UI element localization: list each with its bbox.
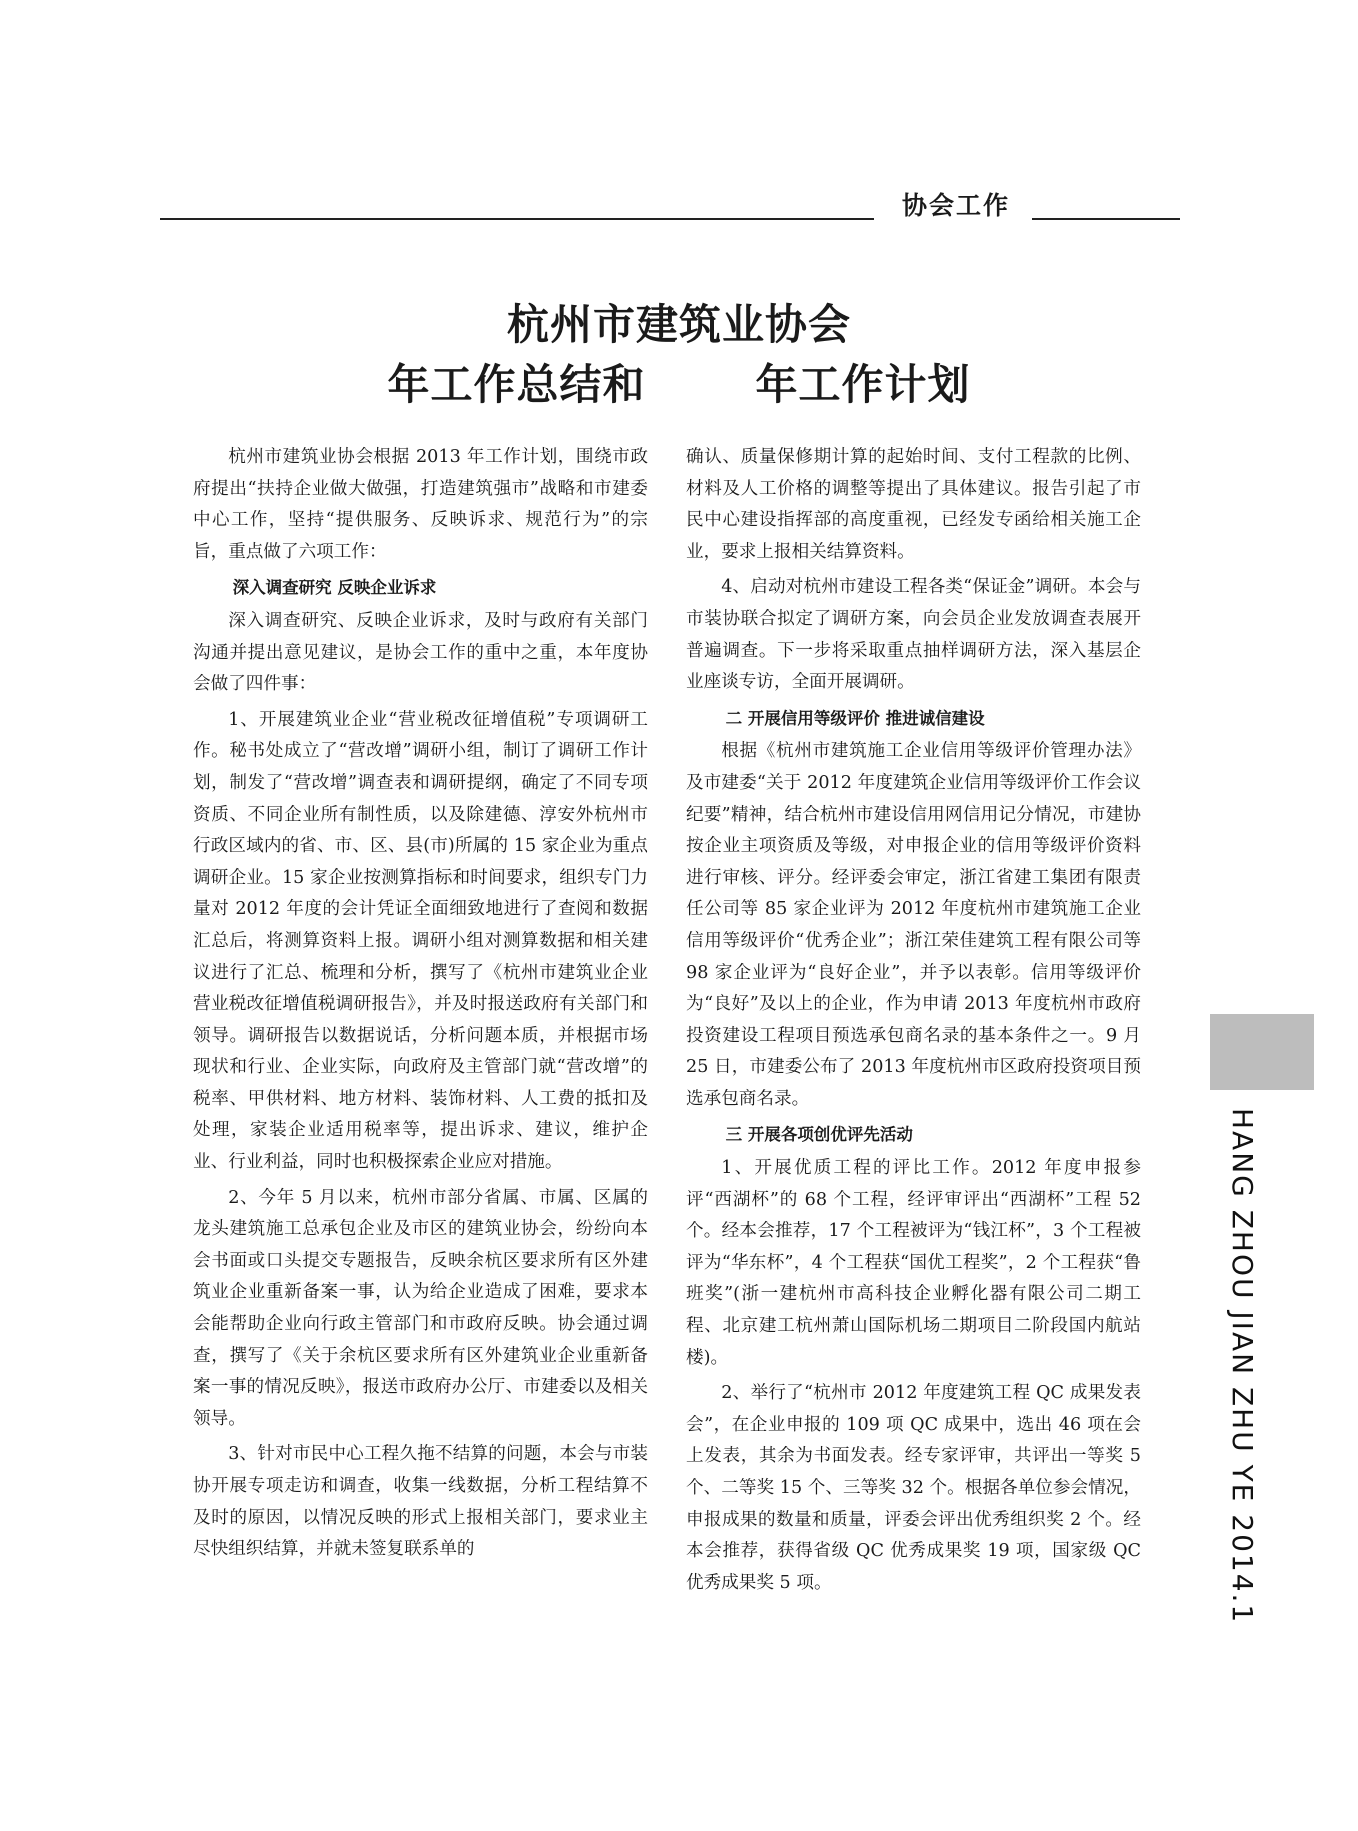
paragraph: 确认、质量保修期计算的起始时间、支付工程款的比例、材料及人工价格的调整等提出了具体建议。报告引起了市民中心建设指挥部的高度重视，已经发专函给相关施工企业，要求上报相关结算资料。	[686, 447, 1141, 562]
paragraph: 1、开展建筑业企业“营业税改征增值税”专项调研工作。秘书处成立了“营改增”调研小组，制订了调研工作计划，制发了“营改增”调查表和调研提纲，确定了不同专项资质、不同企业所有制性质，以及除建德、淳安外杭州市行政区域内的省、市、区、县(市)所属的 15 家企业为重点调研企业。15 家企业按测算指标和时间要求，组织专门力量对 2012 年度的会计凭证全面细致地进行了查阅和数据汇总后，将测算资料上报。调研小组对测算数据和相关建议进行了汇总、梳理和分析，撰写了《杭州市建筑业企业营业税改征增值税调研报告》，并及时报送政府有关部门和领导。调研报告以数据说话，分析问题本质，并根据市场现状和行业、企业实际，向政府及主管部门就“营改增”的税率、甲供材料、地方材料、装饰材料、人工费的抵扣及处理，家装企业适用税率等，提出诉求、建议，维护企业、行业利益，同时也积极探索企业应对措施。	[193, 709, 648, 1173]
title-part-plan: 年工作计划	[755, 360, 971, 409]
paragraph: 1、开展优质工程的评比工作。2012 年度申报参评“西湖杯”的 68 个工程，经评审评出“西湖杯”工程 52 个。经本会推荐，17 个工程被评为“钱江杯”，3 个工程被评为“华东杯”，4 个工程获“国优工程奖”，2 个工程获“鲁班奖”(浙一建杭州市高科技企业孵化器有限公司二期工程、北京建工杭州萧山国际机场二期项目二阶段国内航站楼)。	[686, 1158, 1141, 1368]
section-heading: 三 开展各项创优评先活动	[725, 1125, 913, 1145]
paragraph: 2、今年 5 月以来，杭州市部分省属、市属、区属的龙头建筑施工总承包企业及市区的建筑业协会，纷纷向本会书面或口头提交专题报告，反映余杭区要求所有区外建筑业企业重新备案一事，认为给企业造成了困难，要求本会能帮助企业向行政主管部门和市政府反映。协会通过调查，撰写了《关于余杭区要求所有区外建筑业企业重新备案一事的情况反映》，报送市政府办公厅、市建委以及相关领导。	[193, 1187, 648, 1429]
header-rule-right	[1032, 218, 1180, 220]
paragraph: 2、举行了“杭州市 2012 年度建筑工程 QC 成果发表会”，在企业申报的 109 项 QC 成果中，选出 46 项在会上发表，其余为书面发表。经专家评审，共评出一等奖 5 个、二等奖 15 个、三等奖 32 个。根据各单位参会情况，申报成果的数量和质量，评委会评出优秀组织奖 2 个。经本会推荐，获得省级 QC 优秀成果奖 19 项，国家级 QC 优秀成果奖 5 项。	[686, 1383, 1141, 1593]
section-heading: 二 开展信用等级评价 推进诚信建设	[725, 708, 985, 728]
left-column	[193, 442, 648, 1570]
header-rule-left	[160, 218, 874, 220]
paragraph: 3、针对市民中心工程久拖不结算的问题，本会与市装协开展专项走访和调查，收集一线数据，分析工程结算不及时的原因，以情况反映的形式上报相关部门，要求业主尽快组织结算，并就未签复联系单的	[193, 1444, 648, 1560]
paragraph: 深入调查研究、反映企业诉求，及时与政府有关部门沟通并提出意见建议，是协会工作的重中之重，本年度协会做了四件事：	[193, 610, 648, 695]
section-label: 协会工作	[901, 191, 1010, 220]
journal-issue-label: HANG ZHOU JIAN ZHU YE 2014.1	[1226, 1108, 1259, 1625]
title-part-summary: 年工作总结和	[387, 360, 646, 409]
article-title-line1: 杭州市建筑业协会	[506, 300, 851, 349]
paragraph: 根据《杭州市建筑施工企业信用等级评价管理办法》及市建委“关于 2012 年度建筑企业信用等级评价工作会议纪要”精神，结合杭州市建设信用网信用记分情况，市建协按企业主项资质及等级，对申报企业的信用等级评价资料进行审核、评分。经评委会审定，浙江省建工集团有限责任公司等 85 家企业评为 2012 年度杭州市建筑施工企业信用等级评价“优秀企业”；浙江荣佳建筑工程有限公司等 98 家企业评为“良好企业”，并予以表彰。信用等级评价为“良好”及以上的企业，作为申请 2013 年度杭州市政府投资建设工程项目预选承包商名录的基本条件之一。9 月 25 日，市建委公布了 2013 年度杭州市区政府投资项目预选承包商名录。	[686, 741, 1141, 1109]
paragraph: 4、启动对杭州市建设工程各类“保证金”调研。本会与市装协联合拟定了调研方案，向会员企业发放调查表展开普遍调查。下一步将采取重点抽样调研方法，深入基层企业座谈专访，全面开展调研。	[686, 577, 1141, 693]
section-heading: 深入调查研究 反映企业诉求	[232, 578, 437, 598]
paragraph: 杭州市建筑业协会根据 2013 年工作计划，围绕市政府提出“扶持企业做大做强，打造建筑强市”战略和市建委中心工作，坚持“提供服务、反映诉求、规范行为”的宗旨，重点做了六项工作：	[193, 447, 648, 562]
right-column	[686, 442, 1141, 1603]
article-title-line2	[0, 352, 1358, 412]
edge-tab	[1210, 1014, 1314, 1090]
